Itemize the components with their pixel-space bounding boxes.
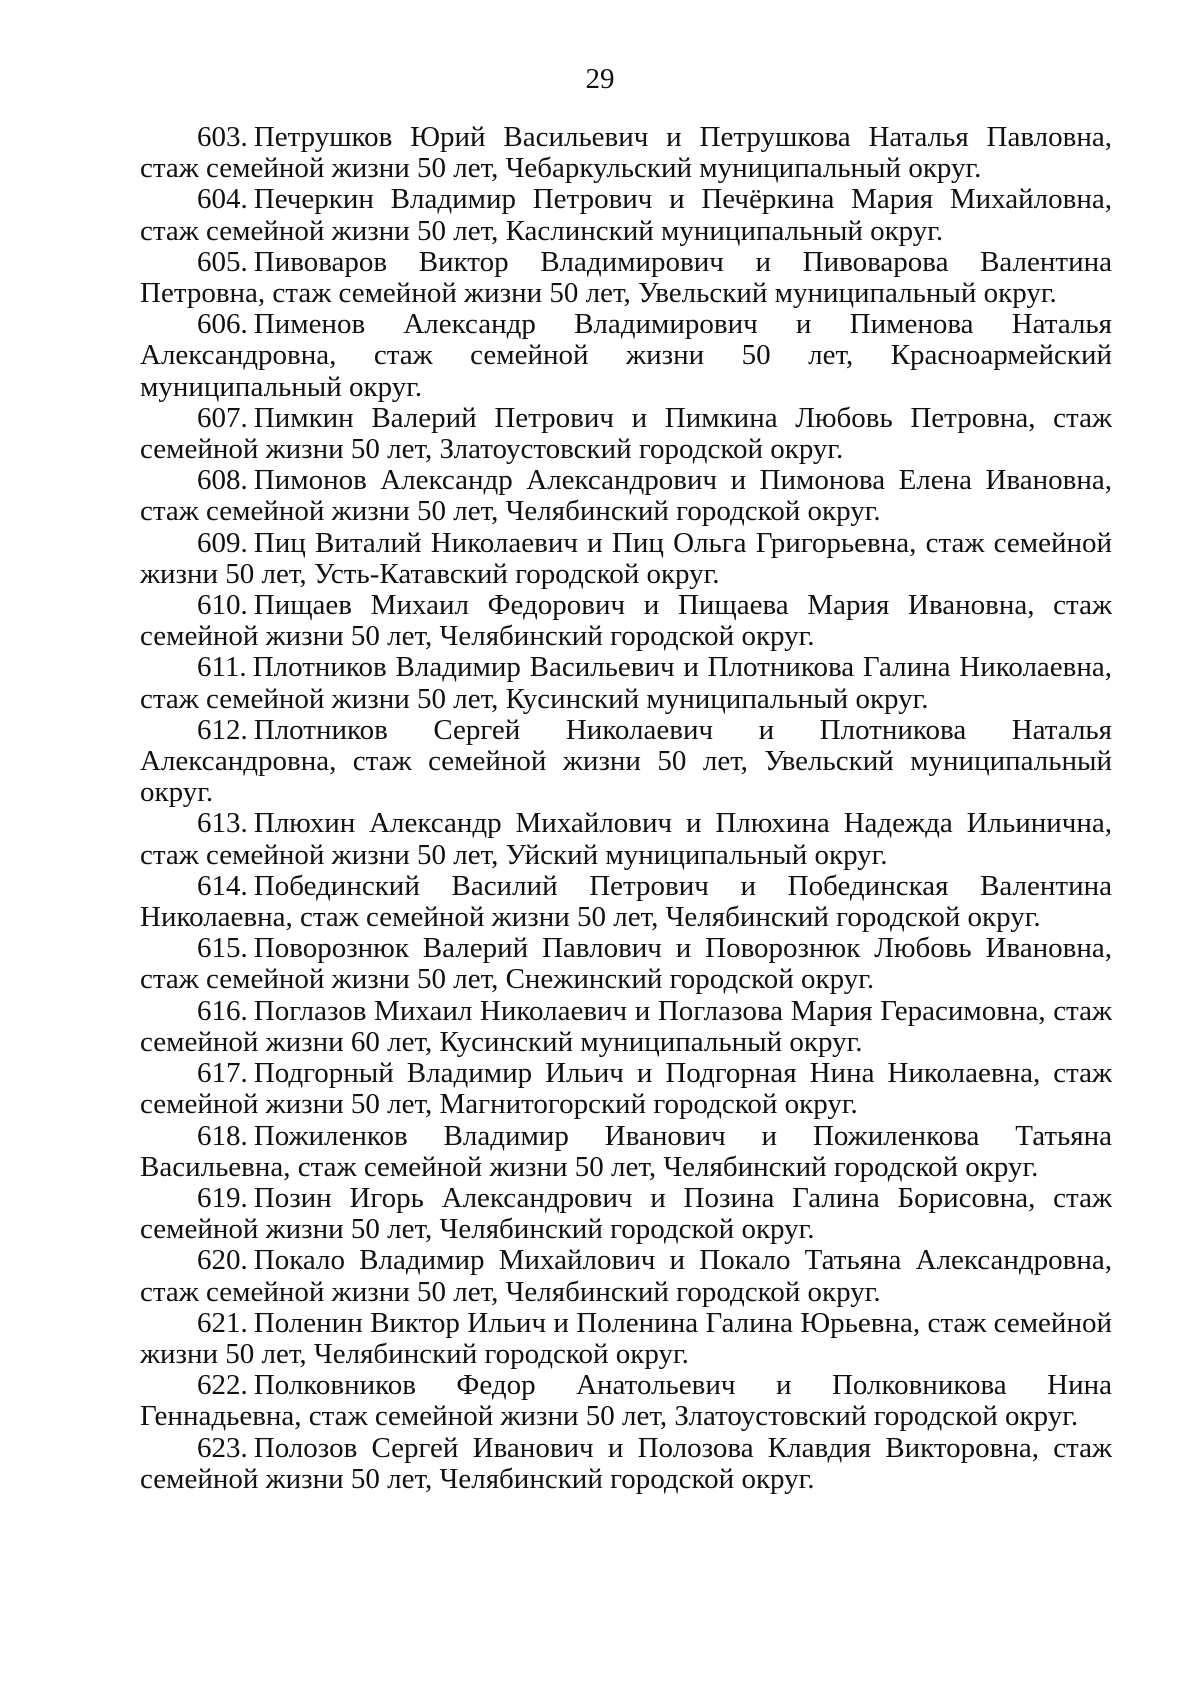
entry-text: Побединский Василий Петрович и Побединская Валентина Николаевна, стаж семейной жизни 50 лет, Челябинский городской округ. bbox=[140, 869, 1112, 934]
entry-number: 603. bbox=[197, 121, 248, 153]
list-item bbox=[140, 247, 1112, 309]
list-item bbox=[140, 590, 1112, 652]
entry-text: Пимкин Валерий Петрович и Пимкина Любовь Петровна, стаж семейной жизни 50 лет, Златоустовский городской округ. bbox=[140, 401, 1112, 466]
entry-text: Полозов Сергей Иванович и Полозова Клавдия Викторовна, стаж семейной жизни 50 лет, Челябинский городской округ. bbox=[140, 1431, 1112, 1495]
entry-text: Плотников Сергей Николаевич и Плотникова Наталья Александровна, стаж семейной жизни 50 лет, Увельский муниципальный округ. bbox=[140, 713, 1112, 809]
entry-number: 619. bbox=[197, 1181, 248, 1214]
list-item bbox=[140, 465, 1112, 527]
entry-text: Плюхин Александр Михайлович и Плюхина Надежда Ильинична, стаж семейной жизни 50 лет, Уйский муниципальный округ. bbox=[140, 807, 1112, 871]
list-item bbox=[140, 1058, 1112, 1120]
list-item bbox=[140, 1121, 1112, 1183]
list-item bbox=[140, 715, 1112, 809]
entry-number: 617. bbox=[197, 1057, 248, 1090]
entry-number: 618. bbox=[197, 1119, 248, 1152]
entry-number: 608. bbox=[197, 464, 248, 497]
list-item bbox=[140, 1183, 1112, 1245]
list-item bbox=[140, 528, 1112, 590]
list-item bbox=[140, 1308, 1112, 1370]
list-item bbox=[140, 403, 1112, 465]
list-item bbox=[140, 996, 1112, 1058]
list-item bbox=[140, 933, 1112, 995]
entry-number: 605. bbox=[197, 245, 248, 278]
entry-text: Петрушков Юрий Васильевич и Петрушкова Наталья Павловна, стаж семейной жизни 50 лет, Чебаркульский муниципальный округ. bbox=[140, 121, 1112, 185]
entry-number: 609. bbox=[197, 526, 248, 559]
list-item bbox=[140, 871, 1112, 933]
entry-number: 614. bbox=[197, 869, 248, 902]
list-item bbox=[140, 1433, 1112, 1495]
entry-text: Пимонов Александр Александрович и Пимонова Елена Ивановна, стаж семейной жизни 50 лет, Челябинский городской округ. bbox=[140, 464, 1112, 528]
entry-number: 604. bbox=[197, 183, 248, 216]
page-number: 29 bbox=[585, 63, 615, 95]
entry-number: 623. bbox=[197, 1431, 248, 1464]
entry-text: Пожиленков Владимир Иванович и Пожиленкова Татьяна Васильевна, стаж семейной жизни 50 лет, Челябинский городской округ. bbox=[140, 1119, 1112, 1183]
entry-text: Пищаев Михаил Федорович и Пищаева Мария Ивановна, стаж семейной жизни 50 лет, Челябинский городской округ. bbox=[140, 589, 1112, 653]
entry-number: 616. bbox=[197, 994, 248, 1027]
entry-text: Пивоваров Виктор Владимирович и Пивоварова Валентина Петровна, стаж семейной жизни 50 лет, Увельский муниципальный округ. bbox=[140, 245, 1112, 310]
entry-number: 610. bbox=[197, 589, 248, 622]
entry-number: 607. bbox=[197, 401, 248, 434]
entry-list bbox=[140, 122, 1112, 1495]
list-item bbox=[140, 184, 1112, 246]
entry-number: 613. bbox=[197, 807, 248, 840]
list-item bbox=[140, 309, 1112, 403]
entry-text: Поленин Виктор Ильич и Поленина Галина Юрьевна, стаж семейной жизни 50 лет, Челябинский городской округ. bbox=[140, 1306, 1112, 1370]
entry-text: Подгорный Владимир Ильич и Подгорная Нина Николаевна, стаж семейной жизни 50 лет, Магнитогорский городской округ. bbox=[140, 1057, 1112, 1121]
entry-number: 606. bbox=[197, 308, 248, 341]
entry-text: Позин Игорь Александрович и Позина Галина Борисовна, стаж семейной жизни 50 лет, Челябинский городской округ. bbox=[140, 1181, 1112, 1246]
entry-text: Печеркин Владимир Петрович и Печёркина Мария Михайловна, стаж семейной жизни 50 лет, Каслинский муниципальный округ. bbox=[140, 183, 1112, 247]
entry-text: Пиц Виталий Николаевич и Пиц Ольга Григорьевна, стаж семейной жизни 50 лет, Усть-Катавский городской округ. bbox=[140, 526, 1112, 590]
entry-number: 621. bbox=[197, 1306, 248, 1339]
entry-text: Полковников Федор Анатольевич и Полковникова Нина Геннадьевна, стаж семейной жизни 50 лет, Златоустовский городской округ. bbox=[140, 1369, 1112, 1433]
list-item bbox=[140, 808, 1112, 870]
entry-text: Плотников Владимир Васильевич и Плотникова Галина Николаевна, стаж семейной жизни 50 лет, Кусинский муниципальный округ. bbox=[140, 651, 1112, 715]
entry-text: Пименов Александр Владимирович и Пименова Наталья Александровна, стаж семейной жизни 50 лет, Красноармейский муниципальный округ. bbox=[140, 308, 1112, 403]
list-item bbox=[140, 1245, 1112, 1307]
entry-text: Поворознюк Валерий Павлович и Поворознюк Любовь Ивановна, стаж семейной жизни 50 лет, Снежинский городской округ. bbox=[140, 932, 1112, 996]
entry-number: 611. bbox=[197, 651, 247, 684]
entry-text: Поглазов Михаил Николаевич и Поглазова Мария Герасимовна, стаж семейной жизни 60 лет, Кусинский муниципальный округ. bbox=[140, 994, 1112, 1058]
entry-number: 612. bbox=[197, 713, 248, 746]
list-item bbox=[140, 652, 1112, 714]
list-item bbox=[140, 1370, 1112, 1432]
entry-text: Покало Владимир Михайлович и Покало Татьяна Александровна, стаж семейной жизни 50 лет, Челябинский городской округ. bbox=[140, 1244, 1112, 1308]
entry-number: 622. bbox=[197, 1369, 248, 1402]
list-item bbox=[140, 122, 1112, 184]
entry-number: 615. bbox=[197, 932, 248, 965]
entry-number: 620. bbox=[197, 1244, 248, 1277]
